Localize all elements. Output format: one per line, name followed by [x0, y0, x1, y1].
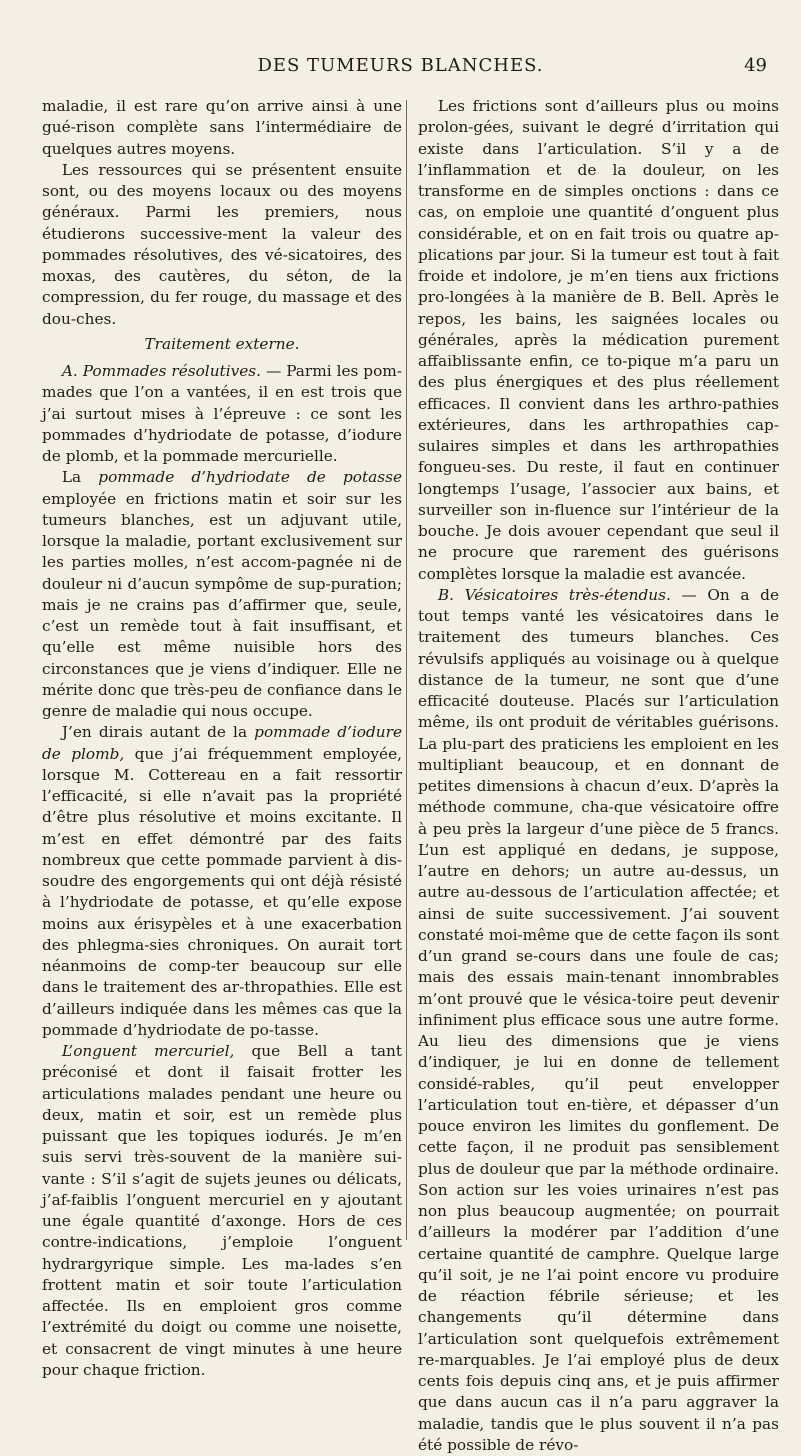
subsection-label: B. Vésicatoires très-étendus.	[437, 585, 671, 604]
paragraph: Les frictions sont d’ailleurs plus ou moins prolon-gées, suivant le degré d’irritation qui existe dans l’articulation. S’il y a de l’inflammation et de la douleur, on les transforme en de simples onctions : dans ce cas, on emploie une quantité d’onguent plus considérable, et on en fait trois ou quatre ap-plications par jour. Si la tumeur est tout à fait froide et indolore, je m’en tiens aux frictions pro-longées à la manière de B. Bell. Après le repos, les bains, les saignées locales ou générales, après la médication purement affaiblissante enfin, ce to-pique m’a paru un des plus énergiques et des plus réellement efficaces. Il convient dans les arthro-pathies extérieures, dans les arthropathies cap-sulaires simples et dans les arthropathies fongueu-ses. Du reste, il faut en continuer longtemps l’usage, l’associer aux bains, et surveiller son in-fluence sur l’intérieur de la bouche. Je dois avouer cependant que seul il ne procure que rarement des guérisons complètes lorsque la maladie est avancée.	[418, 97, 779, 583]
paragraph-text: que j’ai fréquemment employée, lorsque M. Cottereau en a fait ressortir l’efficacité, si elle n’avait pas la propriété d’être plus résolutive et moins excitante. Il m’est en effet démontré par des faits nombreux que cette pommade parvient à dis-soudre des engorgements qui ont déjà résisté à l’hydriodate de potasse, et qu’elle expose moins aux érisypèles et à une exacerbation des phlegma-sies chroniques. On aurait tort néanmoins de comp-ter beaucoup sur elle dans le traitement des ar-thropathies. Elle est d’ailleurs indiquée dans les mêmes cas que la pommade d’hydriodate de po-tasse.	[42, 744, 402, 1039]
term: L’onguent mercuriel,	[61, 1042, 235, 1060]
page-number: 49	[744, 55, 767, 76]
left-column	[42, 96, 402, 1381]
paragraph-lead: J’en dirais autant de la	[61, 723, 255, 742]
paragraph-text: que Bell a tant préconisé et dont il faisait frotter les articulations malades pendant une heure ou deux, matin et soir, est un remède plus puissant que les topiques iodurés. Je m’en suis servi très-souvent de la manière sui-vante : S’il s’agit de sujets jeunes ou délicats, j’af-faiblis l’onguent mercuriel en y ajoutant une égale quantité d’axonge. Hors de ces contre-indications, j’emploie l’onguent hydrargyrique simple. Les ma-lades s’en frottent matin et soir toute l’articulation affectée. Ils en emploient gros comme l’extrémité du doigt ou comme une noisette, et consacrent de vingt minutes à une heure pour chaque friction.	[42, 1042, 402, 1379]
paragraph-text: — On a de tout temps vanté les vésicatoires dans le traitement des tumeurs blanches. Ces révulsifs appliqués au voisinage ou à quelque distance de la tumeur, ne sont que d’une efficacité douteuse. Placés sur l’articulation même, ils ont produit de véritables guérisons. La plu-part des praticiens les emploient en les multipliant beaucoup, et en donnant de petites dimensions à chacun d’eux. D’après la méthode commune, cha-que vésicatoire offre à peu près la largeur d’une pièce de 5 francs. L’un est appliqué en dedans, je suppose, l’autre en dehors; un autre au-dessus, un autre au-dessous de l’articulation affectée; et ainsi de suite successivement. J’ai souvent constaté moi-même que de cette façon ils sont d’un grand se-cours dans une foule de cas; mais des essais main-tenant innombrables m’ont prouvé que le vésica-toire peut devenir infiniment plus efficace sous une autre forme. Au lieu des dimensions que je viens d’indiquer, je lui en donne de tellement considé-rables, qu’il peut envelopper l’articulation tout en-tière, et dépasser d’un pouce environ les limites du gonflement. De cette façon, il ne produit pas sensiblement plus de douleur que par la méthode ordinaire. Son action sur les voies urinaires n’est pas non plus beaucoup augmentée; on pourrait d’ailleurs la modérer par l’addition d’une certaine quantité de camphre. Quelque large qu’il soit, je ne l’ai point encore vu produire de réaction fébrile sérieuse; et les changements qu’il détermine dans l’articulation sont quelquefois extrêmement re-marquables. Je l’ai employé plus de deux cents fois depuis cinq ans, et je puis affirmer que dans aucun cas il n’a paru aggraver la maladie, tandis que le plus souvent il n’a pas été possible de révo-	[418, 585, 779, 1454]
paragraph-lead: La	[61, 468, 99, 487]
subsection-label: A. Pommades résolutives.	[61, 362, 261, 380]
right-column	[418, 96, 779, 1456]
paragraph	[418, 585, 779, 1456]
paragraph	[42, 467, 402, 722]
column-divider	[406, 100, 407, 1240]
page-header	[0, 55, 801, 85]
paragraph: maladie, il est rare qu’on arrive ainsi à une gué-rison complète sans l’intermédiaire de quelques autres moyens.	[42, 97, 402, 158]
paragraph	[42, 722, 402, 1041]
term: pommade d’hydriodate de potasse	[98, 468, 403, 487]
section-heading: Traitement externe.	[144, 334, 300, 353]
paragraph	[42, 361, 402, 467]
paragraph: Les ressources qui se présentent ensuite sont, ou des moyens locaux ou des moyens généraux. Parmi les premiers, nous étudierons successive-ment la valeur des pommades résolutives, des vé-sicatoires, des moxas, des cautères, du séton, de la compression, du fer rouge, du massage et des dou-ches.	[42, 160, 402, 328]
paragraph-text: — Parmi les pom-mades que l’on a vantées, il en est trois que j’ai surtout mises à l’épreuve : ce sont les pommades d’hydriodate de potasse, d’iodure de plomb, et la pommade mercurielle.	[42, 362, 402, 465]
paragraph	[42, 1041, 402, 1381]
term: pommade d’iodure de plomb,	[42, 723, 403, 763]
paragraph-text: employée en frictions matin et soir sur les tumeurs blanches, est un adjuvant utile, lorsque la maladie, portant exclusivement sur les parties molles, n’est accom-pagnée ni de douleur ni d’aucun sympôme de sup-puration; mais je ne crains pas d’affirmer que, seule, c’est un remède tout à fait insuffisant, et qu’elle est même nuisible hors des circonstances que je viens d’indiquer. Elle ne mérite donc que très-peu de confiance dans le genre de maladie qui nous occupe.	[42, 489, 402, 720]
running-title: DES TUMEURS BLANCHES.	[257, 55, 544, 76]
